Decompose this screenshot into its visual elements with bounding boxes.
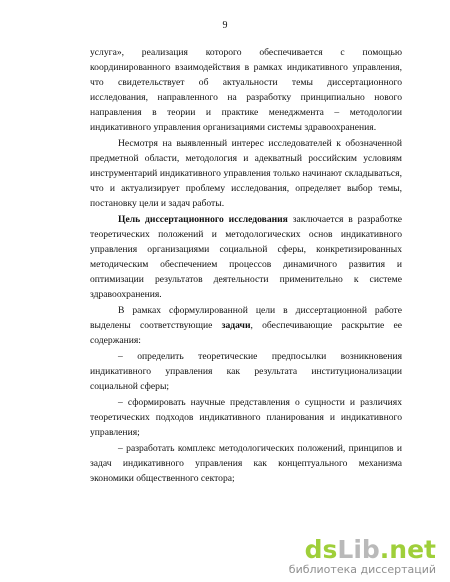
tasks-intro-tail: , обеспечивающие раскрытие ее содержания: <box>90 320 402 346</box>
task-item: – сформировать научные представления о сущности и различиях теоретических подходов индикативного планирования и индикативного управления; <box>90 397 402 438</box>
page-number: 9 <box>222 20 228 31</box>
research-goal-text: заключается в разработке теоретических положений и методологических основ индикативного управления организациями социальной сферы, конкретизированных методическим обеспечением процессов динамичного развития и оптимизации результатов деятельности применительно к системе здравоохранения. <box>90 214 402 300</box>
paragraph-tasks-intro <box>90 303 402 348</box>
dslib-watermark <box>276 537 436 576</box>
paragraph-continuation: услуга», реализация которого обеспечивается с помощью координированного взаимодействия в рамках индикативного управления, что свидетельствует об актуальности темы диссертационного исследования, направленного на разработку принципиально нового направления в теории и практике менеджмента – методологии индикативного управления организациями системы здравоохранения. <box>90 47 402 133</box>
paragraph-research-goal <box>90 212 402 302</box>
tasks-intro-text: В рамках сформулированной цели в диссертационной работе выделены соответствующие <box>90 305 402 331</box>
tasks-heading: задачи <box>221 320 251 331</box>
paragraph-relevance: Несмотря на выявленный интерес исследователей к обозначенной предметной области, методология и адекватный российским условиям инструментарий индикативного управления только начинают складываться, что и актуализирует проблему исследования, определяет выбор темы, постановку цели и задач работы. <box>90 138 402 209</box>
dslib-logo: dsLib.net <box>304 535 436 564</box>
dslib-caption: библиотека диссертаций <box>288 563 436 576</box>
task-item: – разработать комплекс методологических положений, принципов и задач индикативного управления как концептуального механизма экономики общественного сектора; <box>90 443 402 484</box>
page-body <box>90 45 402 486</box>
research-goal-heading: Цель диссертационного исследования <box>118 214 288 225</box>
task-item: – определить теоретические предпосылки возникновения индикативного управления как результата институционализации социальной сферы; <box>90 351 402 392</box>
